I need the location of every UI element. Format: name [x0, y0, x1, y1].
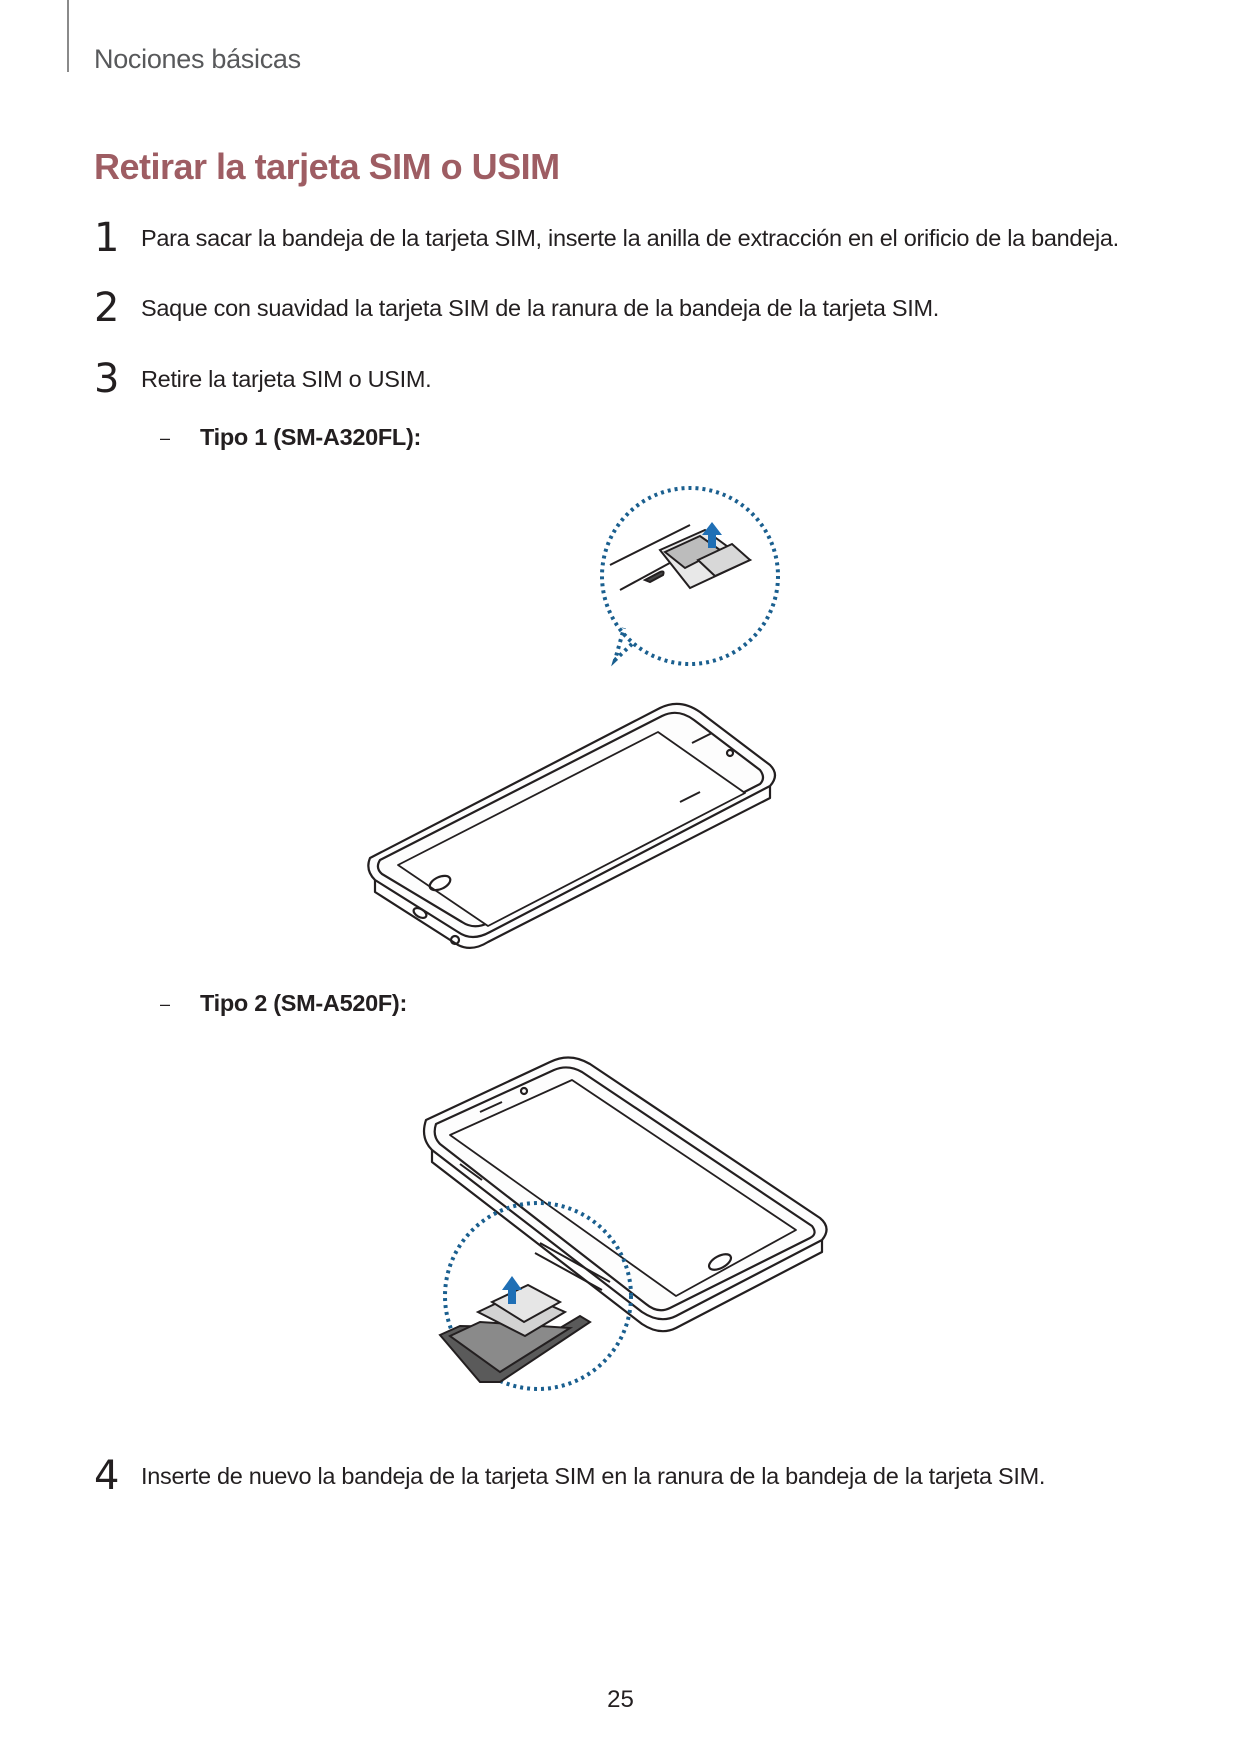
step-text: Saque con suavidad la tarjeta SIM de la ranura de la bandeja de la tarjeta SIM. [141, 295, 940, 321]
step-text: Retire la tarjeta SIM o USIM. [141, 366, 432, 392]
step-number: 1 [94, 215, 120, 261]
variant-1-label [160, 424, 421, 451]
phone-illustration-type-1 [360, 480, 880, 960]
dash: – [160, 994, 171, 1015]
page-title: Retirar la tarjeta SIM o USIM [94, 146, 560, 187]
section-label: Nociones básicas [94, 44, 301, 74]
phone-body [424, 1057, 827, 1331]
variant-label: Tipo 2 (SM-A520F): [200, 990, 407, 1016]
dash: – [160, 428, 171, 449]
step-number: 4 [94, 1453, 120, 1499]
variant-2-label [160, 990, 407, 1017]
step-text: Para sacar la bandeja de la tarjeta SIM, inserte la anilla de extracción en el orificio de la bandeja. [141, 225, 1119, 251]
phone-illustration-type-2 [420, 1040, 840, 1420]
header-rule [67, 0, 69, 72]
step-number: 2 [94, 285, 120, 331]
step-number: 3 [94, 356, 120, 402]
step-text: Inserte de nuevo la bandeja de la tarjeta SIM en la ranura de la bandeja de la tarjeta SIM. [141, 1463, 1046, 1489]
phone-body [368, 704, 775, 948]
variant-label: Tipo 1 (SM-A320FL): [200, 424, 422, 450]
page-number: 25 [607, 1686, 634, 1713]
sim-tray-icon [610, 525, 750, 590]
